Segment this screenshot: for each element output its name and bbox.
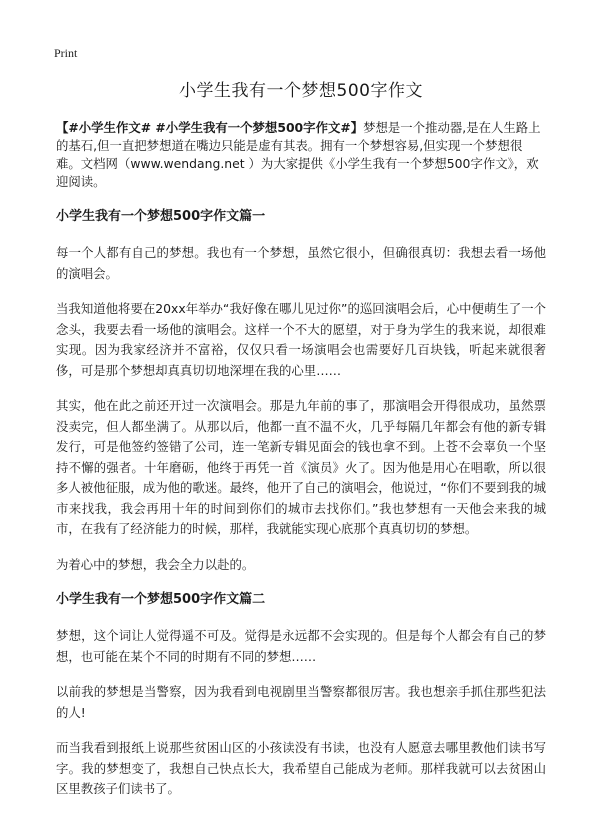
document-page: [56, 76, 546, 812]
section-1-paragraph: 当我知道他将要在20xx年举办“我好像在哪儿见过你”的巡回演唱会后，心中便萌生了一个念头，我要去看一场他的演唱会。这样一个不大的愿望，对于身为学生的我来说，却很难实现。因为我家经济并不富裕，仅仅只看一场演唱会也需要好几百块钱，听起来就很奢侈，可是那个梦想却真真切切地深埋在我的心里……: [56, 301, 546, 378]
section-heading-1: 小学生我有一个梦想500字作文篇一: [56, 209, 266, 224]
print-link[interactable]: Print: [54, 46, 78, 60]
intro-tag: 【#小学生作文# #小学生我有一个梦想500字作文#】: [56, 120, 364, 135]
intro-paragraph: [56, 119, 546, 191]
document-title: 小学生我有一个梦想500字作文: [179, 81, 423, 101]
section-1-paragraph: 每一个人都有自己的梦想。我也有一个梦想，虽然它很小，但确很真切：我想去看一场他的演唱会。: [56, 245, 546, 281]
section-heading-2: 小学生我有一个梦想500字作文篇二: [56, 592, 266, 607]
section-2-paragraph: 梦想，这个词让人觉得遥不可及。觉得是永远都不会实现的。但是每个人都会有自己的梦想，也可能在某个不同的时期有不同的梦想……: [56, 628, 546, 664]
section-1-paragraph: 为着心中的梦想，我会全力以赴的。: [56, 556, 255, 572]
section-2-paragraph: 而当我看到报纸上说那些贫困山区的小孩读没有书读，也没有人愿意去哪里教他们读书写字。我的梦想变了，我想自己快点长大，我希望自己能成为老师。那样我就可以去贫困山区里教孩子们读书了。: [56, 740, 546, 796]
section-1-paragraph: 其实，他在此之前还开过一次演唱会。那是九年前的事了，那演唱会开得很成功，虽然票没卖完，但人都坐满了。从那以后，他都一直不温不火，几乎每隔几年都会有他的新专辑发行，可是他签约签错了公司，连一笔新专辑见面会的钱也拿不到。上苍不会辜负一个坚持不懈的强者。十年磨砺，他终于再凭一首《演员》火了。因为他是用心在唱歌，所以很多人被他征服，成为他的歌迷。最终，他开了自己的演唱会，他说过，“你们不要到我的城市来找我，我会再用十年的时间到你们的城市去找你们。”我也梦想有一天他会来我的城市，在我有了经济能力的时候，那样，我就能实现心底那个真真切切的梦想。: [56, 398, 546, 536]
intro-text: 梦想是一个推动器,是在人生路上的基石,但一直把梦想道在嘴边只能是虚有其表。拥有一个梦想容易,但实现一个梦想很难。文档网（www.wendang.net ）为大家提供《小学生我有一个梦想500字作文》，欢迎阅读。: [56, 120, 541, 189]
section-2-paragraph: 以前我的梦想是当警察，因为我看到电视剧里当警察都很厉害。我也想亲手抓住那些犯法的人!: [56, 684, 546, 720]
